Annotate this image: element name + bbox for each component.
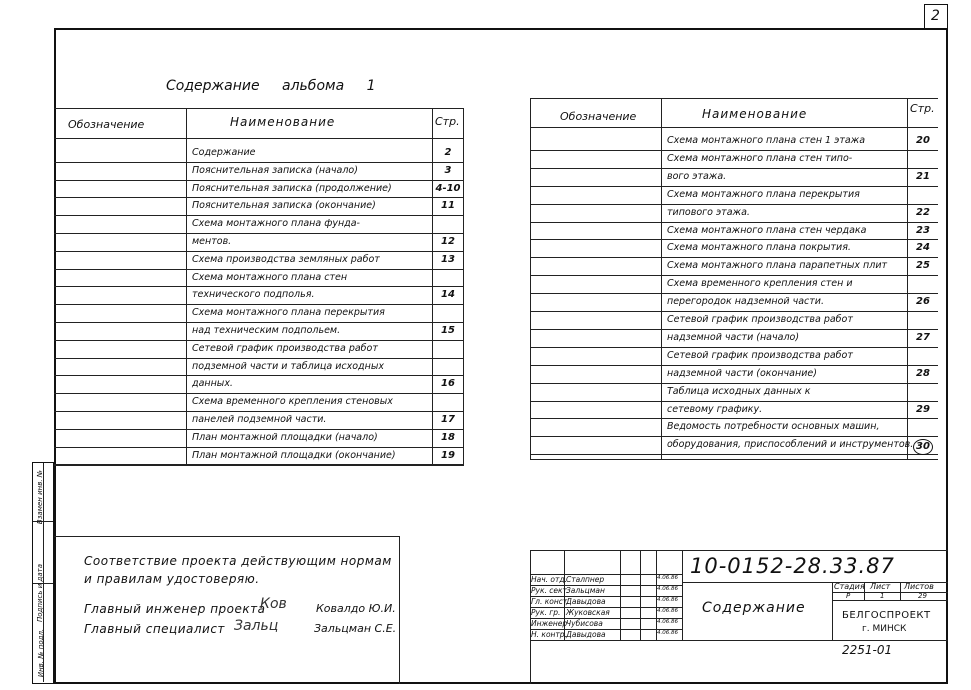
signature-mark: Ков <box>260 596 287 612</box>
page-number-box <box>924 4 948 30</box>
sheet-label: Лист <box>870 582 891 591</box>
left-table-row-name: Схема монтажного плана перекрытия <box>192 307 385 319</box>
left-table-row-name: Схема монтажного плана фунда- <box>192 218 360 230</box>
left-table-row-name: Сетевой график производства работ <box>192 342 378 354</box>
right-contents-table <box>530 98 938 460</box>
archive-code: 2251-01 <box>842 643 893 657</box>
left-table-row-page: 2 <box>444 147 452 158</box>
right-table-row-page: 24 <box>916 242 930 254</box>
album-title: Содержание альбома 1 <box>166 78 376 94</box>
signature-mark: Зальц <box>234 618 279 634</box>
right-table-row-page: 22 <box>916 206 930 218</box>
sheets-label: Листов <box>904 582 934 591</box>
left-table-row-name: Схема монтажного плана стен <box>192 271 348 283</box>
signer-name: Чубисова <box>566 619 603 628</box>
left-table-row-page: 16 <box>441 378 455 390</box>
document-code: 10-0152-28.33.87 <box>690 554 895 578</box>
left-table-row-name: Содержание <box>192 147 256 158</box>
sheets-value: 29 <box>918 592 927 600</box>
signer-name: Давыдова <box>566 630 606 639</box>
right-table-row-page: 28 <box>916 367 930 379</box>
sheet-value: 1 <box>880 592 885 600</box>
signer-role: Инженер <box>531 619 568 628</box>
cert-role-chief-engineer: Главный инженер проекта <box>84 602 266 616</box>
right-table-row-page: 21 <box>916 170 930 182</box>
right-table-row-name: сетевому графику. <box>667 403 763 415</box>
left-header-page: Стр. <box>435 115 460 128</box>
right-table-row-name: Схема монтажного плана стен чердака <box>667 224 867 236</box>
right-table-row-name: Схема монтажного плана стен типо- <box>667 152 853 164</box>
cert-person-chief-specialist: Зальцман С.Е. <box>314 622 397 635</box>
left-table-row-page: 19 <box>441 449 455 461</box>
left-table-row-page: 18 <box>441 431 455 443</box>
left-table-row-page: 15 <box>441 325 455 336</box>
left-table-row-page: 13 <box>441 253 455 265</box>
right-table-row-page: 20 <box>916 135 930 146</box>
organization-name: БЕЛГОСПРОЕКТ <box>842 610 931 621</box>
signer-role: Нач. отд. <box>531 575 567 584</box>
right-table-row-page: 29 <box>916 403 930 415</box>
right-table-row-name: надземной части (начало) <box>667 331 800 343</box>
left-table-row-name: План монтажной площадки (окончание) <box>192 449 396 461</box>
signer-name: Жуковская <box>566 608 610 617</box>
stage-value: Р <box>846 592 851 600</box>
right-table-row-name: Схема монтажного плана покрытия. <box>667 242 851 254</box>
right-table-row-name: Ведомость потребности основных машин, <box>667 421 880 433</box>
signer-date: 4.06.86 <box>657 597 678 603</box>
left-table-row-page: 3 <box>444 164 452 176</box>
left-table-row-name: Схема производства земляных работ <box>192 253 380 265</box>
left-contents-table <box>54 108 464 466</box>
right-table-row-page: 30 <box>913 439 933 455</box>
cert-statement-line1: Соответствие проекта действующим нормам <box>84 554 392 568</box>
left-header-designation: Обозначение <box>68 118 145 131</box>
signer-name: Зальцман <box>566 586 605 595</box>
stage-label: Стадия <box>834 582 865 591</box>
certification-block <box>54 536 400 684</box>
signer-name: Сталпнер <box>566 575 605 584</box>
right-table-row-name: Таблица исходных данных к <box>667 385 811 397</box>
left-table-row-name: технического подполья. <box>192 289 315 301</box>
right-table-row-name: Схема временного крепления стен и <box>667 278 853 290</box>
right-header-designation: Обозначение <box>560 110 637 123</box>
title-block <box>530 550 948 684</box>
right-table-row-name: Схема монтажного плана стен 1 этажа <box>667 135 866 146</box>
side-label-signature: Подпись и дата <box>35 564 44 622</box>
left-table-row-page: 12 <box>441 236 455 247</box>
page-number: 2 <box>931 8 940 24</box>
side-strip <box>32 462 54 684</box>
left-table-row-page: 4-10 <box>435 182 461 194</box>
signer-role: Н. контр. <box>531 630 567 639</box>
right-table-row-name: Схема монтажного плана перекрытия <box>667 188 860 200</box>
left-table-row-page: 14 <box>441 289 455 301</box>
right-table-row-name: Сетевой график производства работ <box>667 349 853 361</box>
signer-role: Рук. гр. <box>531 608 561 617</box>
signer-date: 4.06.86 <box>657 630 678 636</box>
signer-role: Гл. конст. <box>531 597 570 606</box>
right-header-name: Наименование <box>702 107 808 121</box>
cert-person-chief-engineer: Ковалдо Ю.И. <box>316 602 396 615</box>
sheet-title: Содержание <box>702 600 806 616</box>
signer-name: Давыдова <box>566 597 606 606</box>
left-table-row-name: План монтажной площадки (начало) <box>192 431 378 443</box>
left-table-row-page: 11 <box>441 200 455 212</box>
left-table-row-name: панелей подземной части. <box>192 414 327 425</box>
side-label-replaced: Взамен инв. № <box>36 469 45 525</box>
left-table-row-name: Пояснительная записка (начало) <box>192 164 358 176</box>
left-table-row-name: ментов. <box>192 236 232 247</box>
right-table-row-name: Схема монтажного плана парапетных плит <box>667 260 888 272</box>
signer-date: 4.06.86 <box>657 619 678 625</box>
left-table-row-name: Пояснительная записка (продолжение) <box>192 182 392 194</box>
right-table-row-name: надземной части (окончание) <box>667 367 817 379</box>
right-table-row-page: 26 <box>916 296 930 308</box>
cert-role-chief-specialist: Главный специалист <box>84 622 225 636</box>
side-label-inventory: Инв. № подл. <box>37 628 46 678</box>
left-table-row-name: над техническим подпольем. <box>192 325 341 336</box>
left-table-row-name: Пояснительная записка (окончание) <box>192 200 376 212</box>
right-table-row-page: 23 <box>916 224 930 236</box>
right-table-row-name: типового этажа. <box>667 206 750 218</box>
left-table-row-page: 17 <box>441 414 455 425</box>
signer-date: 4.06.86 <box>657 608 678 614</box>
right-table-row-name: Сетевой график производства работ <box>667 314 853 325</box>
right-header-page: Стр. <box>910 102 935 115</box>
right-table-row-name: вого этажа. <box>667 170 727 182</box>
signer-date: 4.06.86 <box>657 575 678 581</box>
left-table-row-name: подземной части и таблица исходных <box>192 360 384 372</box>
right-table-row-name: оборудования, приспособлений и инструментов. <box>667 439 914 451</box>
right-table-row-page: 25 <box>916 260 930 272</box>
right-table-row-page: 27 <box>916 331 930 343</box>
signer-date: 4.06.86 <box>657 586 678 592</box>
left-header-name: Наименование <box>230 115 336 129</box>
left-table-row-name: данных. <box>192 378 233 390</box>
left-table-row-name: Схема временного крепления стеновых <box>192 396 393 408</box>
right-table-row-name: перегородок надземной части. <box>667 296 824 308</box>
organization-city: г. МИНСК <box>862 624 907 634</box>
signer-role: Рук. сект. <box>531 586 570 595</box>
cert-statement-line2: и правилам удостоверяю. <box>84 572 260 586</box>
